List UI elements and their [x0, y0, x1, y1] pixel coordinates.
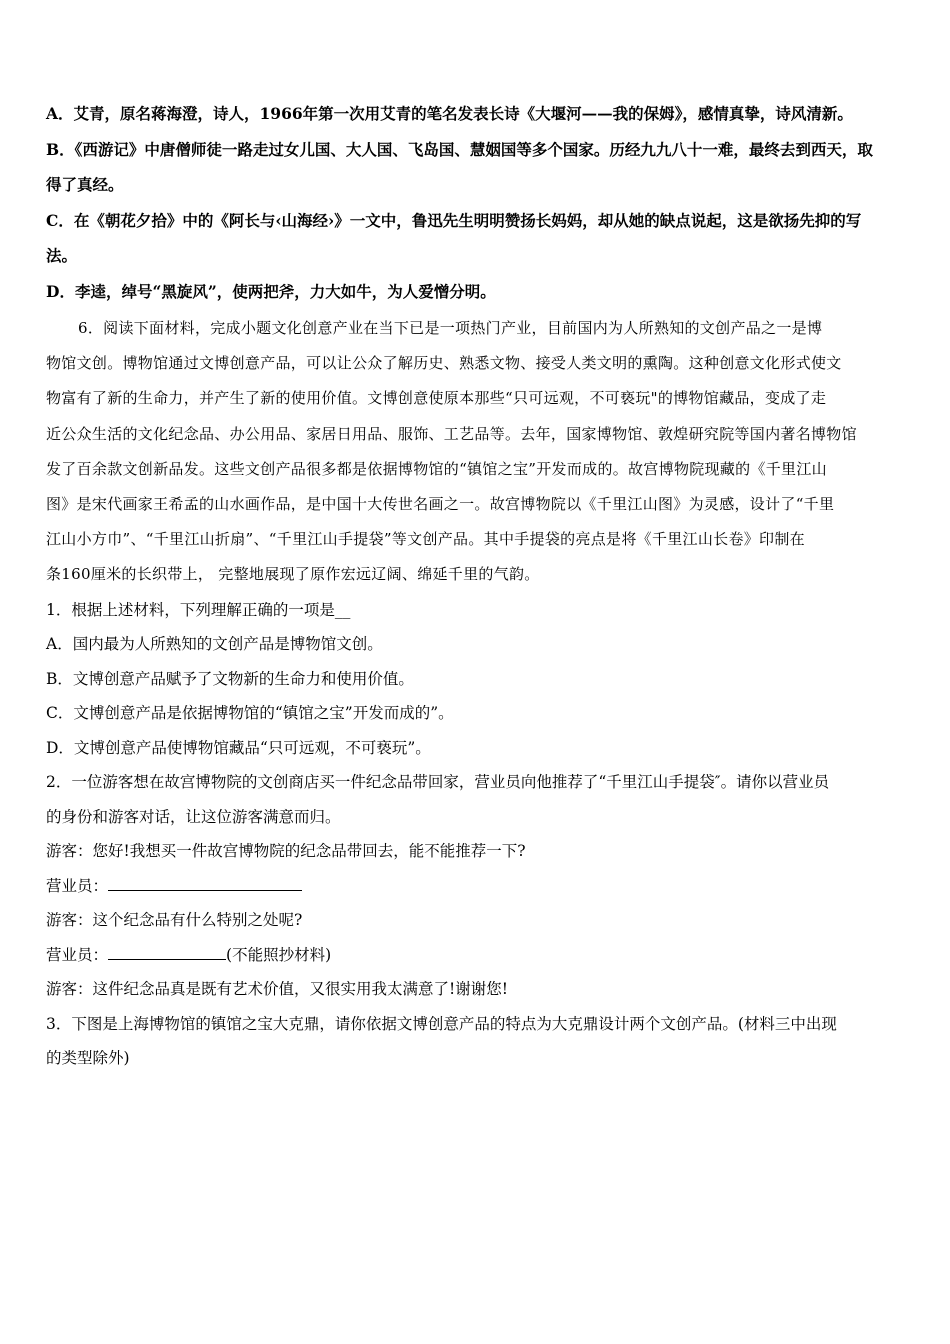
- question-1: [46, 593, 906, 766]
- clerk-note: (不能照抄材料): [226, 945, 332, 964]
- dialogue-clerk-2: [46, 938, 906, 973]
- option-c-line2: 法。: [46, 246, 78, 265]
- question-1-option-b: B．文博创意产品赋予了文物新的生命力和使用价值。: [46, 669, 414, 688]
- passage-line: 图》是宋代画家王希孟的山水画作品，是中国十大传世名画之一。故宫博物院以《千里江山图》为灵感，设计了“千里: [46, 495, 835, 514]
- dialogue-tourist-3: 游客：这件纪念品真是既有艺术价值，又很实用我太满意了!谢谢您!: [46, 980, 508, 999]
- option-b-line1: B．《西游记》中唐僧师徒一路走过女儿国、大人国、飞岛国、慧姻国等多个国家。历经九九八十一难，最终去到西天，取: [46, 139, 873, 159]
- dialogue-tourist-1: 游客：您好!我想买一件故宫博物院的纪念品带回去，能不能推荐一下?: [46, 842, 526, 861]
- previous-question-options: [46, 96, 906, 309]
- option-b-line2: 得了真经。: [46, 175, 124, 194]
- question-1-option-a: A．国内最为人所熟知的文创产品是博物馆文创。: [46, 635, 383, 654]
- passage-line: 近公众生活的文化纪念品、办公用品、家居日用品、服饰、工艺品等。去年，国家博物馆、敦煌研究院等国内著名博物馆: [46, 424, 857, 443]
- reading-passage: [46, 311, 906, 593]
- option-a: A．艾青，原名蒋海澄，诗人，1966年第一次用艾青的笔名发表长诗《大堰河——我的保姆》，感情真挚，诗风清新。: [46, 104, 853, 123]
- option-d: D．李逵，绰号“黑旋风”，使两把斧，力大如牛，为人爱憎分明。: [46, 281, 496, 301]
- document-page: [46, 96, 906, 1076]
- passage-line: 6．阅读下面材料，完成小题文化创意产业在当下已是一项热门产业，目前国内为人所熟知的文创产品之一是博: [78, 319, 823, 337]
- question-2: [46, 765, 906, 1007]
- question-2-stem-line2: 的身份和游客对话，让这位游客满意而归。: [46, 807, 341, 826]
- dialogue-clerk-1: [46, 869, 906, 904]
- question-3-line2: 的类型除外): [46, 1049, 130, 1068]
- passage-line: 物馆文创。博物馆通过文博创意产品，可以让公众了解历史、熟悉文物、接受人类文明的熏陶。这种创意文化形式使文: [46, 354, 842, 373]
- passage-line: 发了百余款文创新品发。这些文创产品很多都是依据博物馆的“镇馆之宝”开发而成的。故宫博物院现藏的《千里江山: [46, 459, 827, 478]
- option-c-line1: C．在《朝花夕拾》中的《阿长与‹山海经›》一文中，鲁迅先生明明赞扬长妈妈，却从她的缺点说起，这是欲扬先抑的写: [46, 210, 862, 230]
- question-1-stem: 1．根据上述材料，下列理解正确的一项是__: [46, 600, 351, 619]
- question-1-option-d: D．文博创意产品使博物馆藏品“只可远观，不可亵玩”。: [46, 738, 431, 757]
- clerk-label: 营业员：: [46, 876, 109, 895]
- answer-blank-1[interactable]: [108, 874, 302, 891]
- question-3-line1: 3．下图是上海博物馆的镇馆之宝大克鼎，请你依据文博创意产品的特点为大克鼎设计两个文创产品。(材料三中出现: [46, 1014, 837, 1033]
- passage-line: 条160厘米的长织带上， 完整地展现了原作宏远辽阔、绵延千里的气韵。: [46, 565, 540, 584]
- question-1-option-c: C．文博创意产品是依据博物馆的“镇馆之宝”开发而成的”。: [46, 704, 454, 723]
- answer-blank-2[interactable]: [108, 943, 226, 960]
- passage-line: 物富有了新的生命力，并产生了新的使用价值。文博创意使原本那些“只可远观，不可亵玩"的博物馆藏品，变成了走: [46, 389, 827, 408]
- question-3: [46, 1007, 906, 1076]
- question-2-stem-line1: 2．一位游客想在故宫博物院的文创商店买一件纪念品带回家，营业员向他推荐了“千里江山手提袋″。请你以营业员: [46, 773, 830, 792]
- clerk-label: 营业员：: [46, 945, 109, 964]
- passage-line: 江山小方巾”、“千里江山折扇”、“千里江山手提袋”等文创产品。其中手提袋的亮点是将《千里江山长卷》印制在: [46, 530, 805, 549]
- dialogue-tourist-2: 游客：这个纪念品有什么特别之处呢?: [46, 911, 303, 930]
